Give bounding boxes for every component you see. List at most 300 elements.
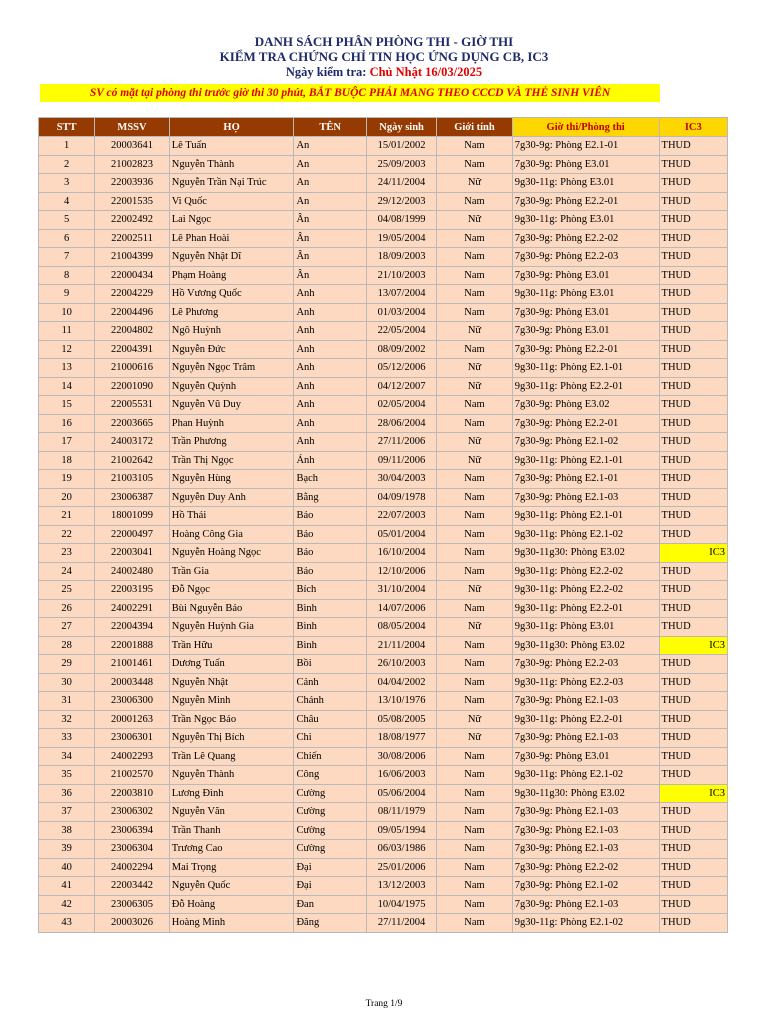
cell-gioi-tinh: Nam bbox=[437, 525, 512, 544]
cell-gioi-tinh: Nữ bbox=[437, 377, 512, 396]
table-row bbox=[39, 692, 728, 711]
cell-ic3: THUD bbox=[659, 581, 727, 600]
cell-ngay-sinh: 30/08/2006 bbox=[366, 747, 436, 766]
cell-stt: 36 bbox=[39, 784, 95, 803]
cell-stt: 29 bbox=[39, 655, 95, 674]
cell-gioi-tinh: Nữ bbox=[437, 451, 512, 470]
cell-ho: Hoàng Minh bbox=[169, 914, 294, 933]
cell-gioi-tinh: Nam bbox=[437, 636, 512, 655]
table-row bbox=[39, 229, 728, 248]
cell-mssv: 23006304 bbox=[95, 840, 169, 859]
cell-ten: Ân bbox=[294, 211, 366, 230]
cell-ho: Đỗ Hoàng bbox=[169, 895, 294, 914]
table-row bbox=[39, 803, 728, 822]
page-number: Trang 1/9 bbox=[365, 999, 403, 1009]
cell-gioi-tinh: Nam bbox=[437, 470, 512, 489]
cell-ten: Cường bbox=[294, 840, 366, 859]
cell-ic3: THUD bbox=[659, 692, 727, 711]
cell-gio-thi-phong-thi: 9g30-11g: Phòng E2.2-03 bbox=[512, 673, 659, 692]
cell-ic3: THUD bbox=[659, 359, 727, 378]
cell-gioi-tinh: Nam bbox=[437, 507, 512, 526]
cell-ten: Bình bbox=[294, 618, 366, 637]
cell-gioi-tinh: Nam bbox=[437, 303, 512, 322]
cell-ngay-sinh: 25/09/2003 bbox=[366, 155, 436, 174]
cell-ngay-sinh: 01/03/2004 bbox=[366, 303, 436, 322]
cell-ten: Bích bbox=[294, 581, 366, 600]
cell-gioi-tinh: Nam bbox=[437, 562, 512, 581]
table-row bbox=[39, 747, 728, 766]
cell-gioi-tinh: Nam bbox=[437, 766, 512, 785]
cell-ic3: THUD bbox=[659, 507, 727, 526]
cell-mssv: 22003936 bbox=[95, 174, 169, 193]
cell-ngay-sinh: 08/11/1979 bbox=[366, 803, 436, 822]
cell-ic3: THUD bbox=[659, 858, 727, 877]
cell-ngay-sinh: 22/05/2004 bbox=[366, 322, 436, 341]
cell-ho: Nguyễn Quốc bbox=[169, 877, 294, 896]
cell-ngay-sinh: 06/03/1986 bbox=[366, 840, 436, 859]
cell-ic3: THUD bbox=[659, 562, 727, 581]
cell-ic3: THUD bbox=[659, 599, 727, 618]
table-row bbox=[39, 470, 728, 489]
col-header-stt: STT bbox=[39, 118, 95, 137]
cell-ngay-sinh: 08/05/2004 bbox=[366, 618, 436, 637]
cell-mssv: 21000616 bbox=[95, 359, 169, 378]
cell-ic3: THUD bbox=[659, 525, 727, 544]
col-header-gioi-tinh: Giới tính bbox=[437, 118, 512, 137]
cell-ngay-sinh: 27/11/2006 bbox=[366, 433, 436, 452]
cell-stt: 39 bbox=[39, 840, 95, 859]
cell-ic3: THUD bbox=[659, 303, 727, 322]
col-header-gio-thi-phong-thi: Giờ thi/Phòng thi bbox=[512, 118, 659, 137]
table-row bbox=[39, 451, 728, 470]
cell-stt: 22 bbox=[39, 525, 95, 544]
cell-gio-thi-phong-thi: 7g30-9g: Phòng E3.02 bbox=[512, 396, 659, 415]
cell-ngay-sinh: 05/01/2004 bbox=[366, 525, 436, 544]
cell-mssv: 20001263 bbox=[95, 710, 169, 729]
cell-ten: Anh bbox=[294, 322, 366, 341]
cell-gio-thi-phong-thi: 9g30-11g: Phòng E3.01 bbox=[512, 174, 659, 193]
cell-ic3: THUD bbox=[659, 266, 727, 285]
table-row bbox=[39, 544, 728, 563]
cell-ic3: THUD bbox=[659, 137, 727, 156]
cell-ngay-sinh: 18/09/2003 bbox=[366, 248, 436, 267]
table-row bbox=[39, 840, 728, 859]
cell-mssv: 22003665 bbox=[95, 414, 169, 433]
cell-mssv: 22004496 bbox=[95, 303, 169, 322]
cell-gio-thi-phong-thi: 7g30-9g: Phòng E2.1-03 bbox=[512, 840, 659, 859]
cell-mssv: 22004802 bbox=[95, 322, 169, 341]
cell-ic3: THUD bbox=[659, 747, 727, 766]
cell-gio-thi-phong-thi: 7g30-9g: Phòng E2.2-01 bbox=[512, 192, 659, 211]
cell-gioi-tinh: Nam bbox=[437, 858, 512, 877]
cell-ic3: THUD bbox=[659, 877, 727, 896]
cell-ten: Bạch bbox=[294, 470, 366, 489]
cell-gioi-tinh: Nam bbox=[437, 544, 512, 563]
cell-ho: Nguyễn Trần Nại Trúc bbox=[169, 174, 294, 193]
cell-gioi-tinh: Nữ bbox=[437, 433, 512, 452]
cell-mssv: 21004399 bbox=[95, 248, 169, 267]
cell-mssv: 23006302 bbox=[95, 803, 169, 822]
cell-ho: Trần Lê Quang bbox=[169, 747, 294, 766]
cell-stt: 25 bbox=[39, 581, 95, 600]
cell-gioi-tinh: Nam bbox=[437, 784, 512, 803]
cell-stt: 8 bbox=[39, 266, 95, 285]
cell-ngay-sinh: 13/07/2004 bbox=[366, 285, 436, 304]
cell-gio-thi-phong-thi: 7g30-9g: Phòng E2.2-02 bbox=[512, 858, 659, 877]
cell-gioi-tinh: Nam bbox=[437, 285, 512, 304]
cell-gio-thi-phong-thi: 9g30-11g: Phòng E2.1-01 bbox=[512, 451, 659, 470]
cell-ten: Đăng bbox=[294, 914, 366, 933]
cell-ho: Trần Phương bbox=[169, 433, 294, 452]
cell-ten: Ánh bbox=[294, 451, 366, 470]
cell-ngay-sinh: 21/10/2003 bbox=[366, 266, 436, 285]
cell-mssv: 22002492 bbox=[95, 211, 169, 230]
cell-ngay-sinh: 04/08/1999 bbox=[366, 211, 436, 230]
cell-mssv: 20003448 bbox=[95, 673, 169, 692]
cell-ten: Ân bbox=[294, 248, 366, 267]
cell-gioi-tinh: Nam bbox=[437, 599, 512, 618]
cell-gioi-tinh: Nam bbox=[437, 692, 512, 711]
cell-gioi-tinh: Nam bbox=[437, 155, 512, 174]
cell-stt: 5 bbox=[39, 211, 95, 230]
cell-ngay-sinh: 08/09/2002 bbox=[366, 340, 436, 359]
cell-ic3: THUD bbox=[659, 229, 727, 248]
cell-ho: Nguyễn Nhật bbox=[169, 673, 294, 692]
cell-gio-thi-phong-thi: 7g30-9g: Phòng E2.1-02 bbox=[512, 433, 659, 452]
table-row bbox=[39, 507, 728, 526]
table-row bbox=[39, 396, 728, 415]
cell-gio-thi-phong-thi: 7g30-9g: Phòng E3.01 bbox=[512, 303, 659, 322]
cell-gioi-tinh: Nữ bbox=[437, 710, 512, 729]
col-header-ngay-sinh: Ngày sinh bbox=[366, 118, 436, 137]
cell-stt: 37 bbox=[39, 803, 95, 822]
cell-gio-thi-phong-thi: 9g30-11g: Phòng E3.01 bbox=[512, 285, 659, 304]
document-title: DANH SÁCH PHÂN PHÒNG THI - GIỜ THI bbox=[254, 34, 514, 49]
cell-stt: 26 bbox=[39, 599, 95, 618]
cell-gio-thi-phong-thi: 7g30-9g: Phòng E2.2-03 bbox=[512, 655, 659, 674]
cell-gio-thi-phong-thi: 7g30-9g: Phòng E2.1-03 bbox=[512, 729, 659, 748]
cell-ho: Nguyễn Nhật Dĩ bbox=[169, 248, 294, 267]
cell-ngay-sinh: 13/10/1976 bbox=[366, 692, 436, 711]
cell-ho: Nguyễn Quỳnh bbox=[169, 377, 294, 396]
cell-gioi-tinh: Nam bbox=[437, 747, 512, 766]
cell-ngay-sinh: 16/06/2003 bbox=[366, 766, 436, 785]
cell-ho: Hồ Vương Quốc bbox=[169, 285, 294, 304]
cell-ten: Anh bbox=[294, 359, 366, 378]
table-row bbox=[39, 895, 728, 914]
cell-ngay-sinh: 05/12/2006 bbox=[366, 359, 436, 378]
cell-ngay-sinh: 05/06/2004 bbox=[366, 784, 436, 803]
cell-ngay-sinh: 04/04/2002 bbox=[366, 673, 436, 692]
cell-ho: Nguyễn Thành bbox=[169, 766, 294, 785]
cell-ho: Nguyễn Văn bbox=[169, 803, 294, 822]
cell-ic3: THUD bbox=[659, 710, 727, 729]
cell-ngay-sinh: 12/10/2006 bbox=[366, 562, 436, 581]
cell-mssv: 22001090 bbox=[95, 377, 169, 396]
cell-gioi-tinh: Nam bbox=[437, 655, 512, 674]
cell-ho: Trần Thanh bbox=[169, 821, 294, 840]
cell-ngay-sinh: 22/07/2003 bbox=[366, 507, 436, 526]
cell-mssv: 24002480 bbox=[95, 562, 169, 581]
cell-ho: Đỗ Ngọc bbox=[169, 581, 294, 600]
cell-ho: Nguyễn Minh bbox=[169, 692, 294, 711]
notice-banner: SV có mặt tại phòng thi trước giờ thi 30 phút, BẮT BUỘC PHẢI MANG THEO CCCD VÀ THẺ SINH VIÊN bbox=[40, 84, 660, 102]
cell-ten: Anh bbox=[294, 414, 366, 433]
table-row bbox=[39, 322, 728, 341]
cell-ic3: THUD bbox=[659, 895, 727, 914]
cell-ic3: THUD bbox=[659, 285, 727, 304]
cell-mssv: 23006300 bbox=[95, 692, 169, 711]
col-header-ho: HỌ bbox=[169, 118, 294, 137]
cell-ngay-sinh: 19/05/2004 bbox=[366, 229, 436, 248]
cell-gio-thi-phong-thi: 7g30-9g: Phòng E2.2-01 bbox=[512, 414, 659, 433]
cell-ic3: THUD bbox=[659, 914, 727, 933]
cell-ngay-sinh: 04/12/2007 bbox=[366, 377, 436, 396]
cell-mssv: 24002291 bbox=[95, 599, 169, 618]
cell-ngay-sinh: 31/10/2004 bbox=[366, 581, 436, 600]
cell-stt: 23 bbox=[39, 544, 95, 563]
cell-gio-thi-phong-thi: 7g30-9g: Phòng E2.1-03 bbox=[512, 821, 659, 840]
table-row bbox=[39, 377, 728, 396]
cell-ngay-sinh: 02/05/2004 bbox=[366, 396, 436, 415]
cell-ho: Nguyễn Thành bbox=[169, 155, 294, 174]
cell-mssv: 22003195 bbox=[95, 581, 169, 600]
cell-gio-thi-phong-thi: 9g30-11g30: Phòng E3.02 bbox=[512, 544, 659, 563]
cell-ic3: THUD bbox=[659, 340, 727, 359]
cell-ten: Chiến bbox=[294, 747, 366, 766]
table-row bbox=[39, 174, 728, 193]
cell-ten: Bảo bbox=[294, 525, 366, 544]
cell-gio-thi-phong-thi: 7g30-9g: Phòng E2.1-01 bbox=[512, 137, 659, 156]
cell-ic3: THUD bbox=[659, 618, 727, 637]
cell-gioi-tinh: Nam bbox=[437, 914, 512, 933]
cell-ic3: THUD bbox=[659, 673, 727, 692]
cell-stt: 3 bbox=[39, 174, 95, 193]
cell-ho: Nguyễn Thị Bích bbox=[169, 729, 294, 748]
cell-mssv: 22005531 bbox=[95, 396, 169, 415]
cell-ten: Bình bbox=[294, 636, 366, 655]
table-row bbox=[39, 821, 728, 840]
cell-mssv: 21002642 bbox=[95, 451, 169, 470]
table-row bbox=[39, 359, 728, 378]
cell-gio-thi-phong-thi: 7g30-9g: Phòng E2.1-03 bbox=[512, 692, 659, 711]
cell-ngay-sinh: 16/10/2004 bbox=[366, 544, 436, 563]
cell-ic3: THUD bbox=[659, 192, 727, 211]
table-row bbox=[39, 525, 728, 544]
cell-ho: Phan Huỳnh bbox=[169, 414, 294, 433]
cell-ho: Dương Tuấn bbox=[169, 655, 294, 674]
cell-ic3: THUD bbox=[659, 377, 727, 396]
cell-stt: 1 bbox=[39, 137, 95, 156]
cell-ho: Lai Ngọc bbox=[169, 211, 294, 230]
cell-ngay-sinh: 28/06/2004 bbox=[366, 414, 436, 433]
cell-gioi-tinh: Nam bbox=[437, 877, 512, 896]
cell-stt: 35 bbox=[39, 766, 95, 785]
cell-gioi-tinh: Nam bbox=[437, 192, 512, 211]
exam-schedule-table bbox=[38, 117, 728, 933]
cell-gioi-tinh: Nữ bbox=[437, 174, 512, 193]
cell-mssv: 18001099 bbox=[95, 507, 169, 526]
cell-ten: An bbox=[294, 174, 366, 193]
cell-ten: An bbox=[294, 137, 366, 156]
exam-date-value: Chủ Nhật 16/03/2025 bbox=[369, 65, 483, 79]
cell-ho: Nguyễn Hùng bbox=[169, 470, 294, 489]
table-row bbox=[39, 914, 728, 933]
cell-gio-thi-phong-thi: 9g30-11g: Phòng E2.2-01 bbox=[512, 377, 659, 396]
cell-ten: Cường bbox=[294, 821, 366, 840]
cell-gio-thi-phong-thi: 7g30-9g: Phòng E2.1-02 bbox=[512, 877, 659, 896]
cell-ngay-sinh: 26/10/2003 bbox=[366, 655, 436, 674]
cell-mssv: 22001535 bbox=[95, 192, 169, 211]
cell-gioi-tinh: Nam bbox=[437, 248, 512, 267]
cell-ngay-sinh: 09/11/2006 bbox=[366, 451, 436, 470]
table-row bbox=[39, 562, 728, 581]
cell-gioi-tinh: Nữ bbox=[437, 618, 512, 637]
cell-stt: 32 bbox=[39, 710, 95, 729]
cell-mssv: 24002293 bbox=[95, 747, 169, 766]
cell-ho: Hồ Thái bbox=[169, 507, 294, 526]
table-row bbox=[39, 285, 728, 304]
cell-ten: Bảo bbox=[294, 544, 366, 563]
cell-ngay-sinh: 14/07/2006 bbox=[366, 599, 436, 618]
cell-stt: 34 bbox=[39, 747, 95, 766]
cell-ho: Nguyễn Vũ Duy bbox=[169, 396, 294, 415]
cell-stt: 9 bbox=[39, 285, 95, 304]
table-row bbox=[39, 211, 728, 230]
cell-ten: Bảo bbox=[294, 562, 366, 581]
cell-ic3: THUD bbox=[659, 414, 727, 433]
cell-ic3: THUD bbox=[659, 803, 727, 822]
cell-gio-thi-phong-thi: 7g30-9g: Phòng E2.2-03 bbox=[512, 248, 659, 267]
cell-ho: Lương Đình bbox=[169, 784, 294, 803]
cell-stt: 6 bbox=[39, 229, 95, 248]
cell-ho: Trương Cao bbox=[169, 840, 294, 859]
table-row bbox=[39, 137, 728, 156]
cell-ten: Bồi bbox=[294, 655, 366, 674]
cell-stt: 21 bbox=[39, 507, 95, 526]
cell-gio-thi-phong-thi: 9g30-11g: Phòng E2.1-01 bbox=[512, 359, 659, 378]
cell-stt: 31 bbox=[39, 692, 95, 711]
cell-ten: An bbox=[294, 192, 366, 211]
cell-mssv: 22000497 bbox=[95, 525, 169, 544]
cell-stt: 28 bbox=[39, 636, 95, 655]
cell-ho: Trần Thị Ngọc bbox=[169, 451, 294, 470]
cell-stt: 16 bbox=[39, 414, 95, 433]
table-row bbox=[39, 414, 728, 433]
table-row bbox=[39, 673, 728, 692]
cell-gio-thi-phong-thi: 7g30-9g: Phòng E2.2-01 bbox=[512, 340, 659, 359]
cell-ten: Bình bbox=[294, 599, 366, 618]
cell-ngay-sinh: 27/11/2004 bbox=[366, 914, 436, 933]
cell-ten: Cảnh bbox=[294, 673, 366, 692]
cell-gioi-tinh: Nam bbox=[437, 821, 512, 840]
cell-ic3: THUD bbox=[659, 488, 727, 507]
cell-ho: Nguyễn Huỳnh Gia bbox=[169, 618, 294, 637]
col-header-ten: TÊN bbox=[294, 118, 366, 137]
cell-ngay-sinh: 15/01/2002 bbox=[366, 137, 436, 156]
cell-ten: Đan bbox=[294, 895, 366, 914]
cell-stt: 38 bbox=[39, 821, 95, 840]
cell-gio-thi-phong-thi: 9g30-11g: Phòng E2.1-02 bbox=[512, 525, 659, 544]
cell-gioi-tinh: Nam bbox=[437, 840, 512, 859]
cell-gio-thi-phong-thi: 7g30-9g: Phòng E3.01 bbox=[512, 322, 659, 341]
cell-ic3: IC3 bbox=[659, 544, 727, 563]
table-row bbox=[39, 581, 728, 600]
cell-ho: Mai Trọng bbox=[169, 858, 294, 877]
cell-mssv: 20003026 bbox=[95, 914, 169, 933]
cell-stt: 13 bbox=[39, 359, 95, 378]
cell-gioi-tinh: Nam bbox=[437, 340, 512, 359]
cell-ngay-sinh: 21/11/2004 bbox=[366, 636, 436, 655]
cell-mssv: 23006394 bbox=[95, 821, 169, 840]
cell-stt: 14 bbox=[39, 377, 95, 396]
cell-stt: 40 bbox=[39, 858, 95, 877]
cell-gio-thi-phong-thi: 7g30-9g: Phòng E2.2-02 bbox=[512, 229, 659, 248]
cell-ten: Anh bbox=[294, 377, 366, 396]
cell-stt: 20 bbox=[39, 488, 95, 507]
cell-gioi-tinh: Nam bbox=[437, 229, 512, 248]
cell-stt: 11 bbox=[39, 322, 95, 341]
col-header-mssv: MSSV bbox=[95, 118, 169, 137]
cell-ho: Nguyễn Ngọc Trâm bbox=[169, 359, 294, 378]
cell-ten: Chánh bbox=[294, 692, 366, 711]
cell-gio-thi-phong-thi: 7g30-9g: Phòng E2.1-01 bbox=[512, 470, 659, 489]
cell-ic3: THUD bbox=[659, 155, 727, 174]
cell-mssv: 22001888 bbox=[95, 636, 169, 655]
table-row bbox=[39, 655, 728, 674]
cell-gio-thi-phong-thi: 9g30-11g: Phòng E3.01 bbox=[512, 211, 659, 230]
cell-stt: 19 bbox=[39, 470, 95, 489]
table-row bbox=[39, 618, 728, 637]
cell-ic3: THUD bbox=[659, 248, 727, 267]
cell-ten: Đại bbox=[294, 877, 366, 896]
cell-gioi-tinh: Nữ bbox=[437, 581, 512, 600]
cell-ic3: THUD bbox=[659, 396, 727, 415]
cell-ten: Đại bbox=[294, 858, 366, 877]
cell-gio-thi-phong-thi: 7g30-9g: Phòng E2.1-03 bbox=[512, 488, 659, 507]
cell-gio-thi-phong-thi: 9g30-11g: Phòng E2.2-02 bbox=[512, 562, 659, 581]
table-header-row bbox=[39, 118, 728, 137]
cell-mssv: 21002823 bbox=[95, 155, 169, 174]
cell-stt: 12 bbox=[39, 340, 95, 359]
cell-gio-thi-phong-thi: 9g30-11g: Phòng E2.1-02 bbox=[512, 766, 659, 785]
cell-gio-thi-phong-thi: 9g30-11g30: Phòng E3.02 bbox=[512, 636, 659, 655]
cell-ho: Lê Phương bbox=[169, 303, 294, 322]
cell-ic3: THUD bbox=[659, 470, 727, 489]
cell-ten: Anh bbox=[294, 340, 366, 359]
table-row bbox=[39, 766, 728, 785]
cell-ic3: THUD bbox=[659, 433, 727, 452]
cell-stt: 42 bbox=[39, 895, 95, 914]
cell-stt: 43 bbox=[39, 914, 95, 933]
cell-gioi-tinh: Nam bbox=[437, 137, 512, 156]
table-row bbox=[39, 858, 728, 877]
cell-mssv: 24003172 bbox=[95, 433, 169, 452]
cell-ngay-sinh: 09/05/1994 bbox=[366, 821, 436, 840]
cell-ten: Bảo bbox=[294, 507, 366, 526]
cell-gio-thi-phong-thi: 9g30-11g: Phòng E3.01 bbox=[512, 618, 659, 637]
cell-mssv: 21003105 bbox=[95, 470, 169, 489]
table-body bbox=[39, 137, 728, 933]
cell-mssv: 22003810 bbox=[95, 784, 169, 803]
table-row bbox=[39, 155, 728, 174]
title-block bbox=[0, 34, 768, 80]
cell-gioi-tinh: Nam bbox=[437, 396, 512, 415]
cell-gio-thi-phong-thi: 9g30-11g: Phòng E2.1-02 bbox=[512, 914, 659, 933]
cell-gioi-tinh: Nam bbox=[437, 488, 512, 507]
cell-ho: Nguyễn Duy Anh bbox=[169, 488, 294, 507]
cell-mssv: 24002294 bbox=[95, 858, 169, 877]
